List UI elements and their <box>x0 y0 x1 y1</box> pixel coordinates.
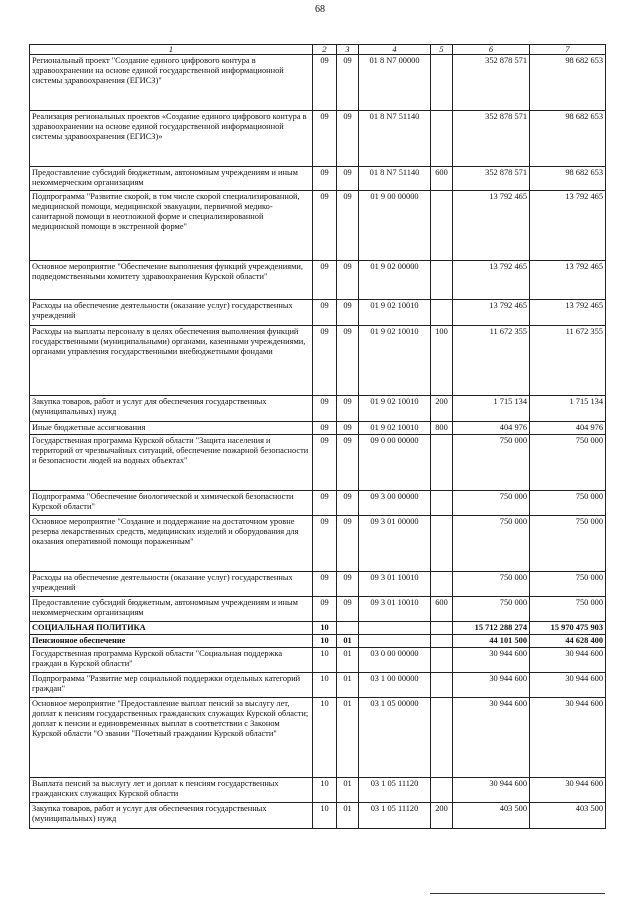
table-row <box>30 572 606 597</box>
column-header: 5 <box>431 45 453 55</box>
row-subsection-code: 09 <box>337 597 359 622</box>
row-amount-year-2: 750 000 <box>530 597 606 622</box>
row-amount-year-1: 750 000 <box>453 516 530 572</box>
row-amount-year-1: 750 000 <box>453 597 530 622</box>
table-row <box>30 422 606 435</box>
row-expense-type-code: 600 <box>431 167 453 191</box>
row-section-code: 09 <box>313 516 337 572</box>
row-target-article-code <box>359 635 431 648</box>
row-amount-year-1: 13 792 465 <box>453 191 530 261</box>
row-amount-year-2: 30 944 600 <box>530 698 606 778</box>
row-subsection-code: 01 <box>337 803 359 829</box>
row-amount-year-2: 750 000 <box>530 435 606 491</box>
table-row <box>30 111 606 167</box>
row-name: Выплата пенсий за выслугу лет и доплат к пенсиям государственных гражданских служащих Курской области <box>30 778 313 803</box>
row-expense-type-code <box>431 191 453 261</box>
row-target-article-code: 03 1 05 11120 <box>359 778 431 803</box>
table-row <box>30 261 606 300</box>
row-target-article-code: 01 8 N7 00000 <box>359 55 431 111</box>
row-amount-year-1: 30 944 600 <box>453 648 530 673</box>
row-name: Закупка товаров, работ и услуг для обеспечения государственных (муниципальных) нужд <box>30 396 313 422</box>
row-expense-type-code <box>431 635 453 648</box>
row-target-article-code: 09 3 01 10010 <box>359 597 431 622</box>
row-expense-type-code <box>431 55 453 111</box>
row-amount-year-2: 750 000 <box>530 491 606 516</box>
row-amount-year-2: 44 628 400 <box>530 635 606 648</box>
row-expense-type-code: 200 <box>431 396 453 422</box>
table-row <box>30 435 606 491</box>
row-subsection-code: 09 <box>337 111 359 167</box>
table-row <box>30 673 606 698</box>
row-section-code: 10 <box>313 803 337 829</box>
row-section-code: 09 <box>313 326 337 396</box>
row-expense-type-code <box>431 261 453 300</box>
row-amount-year-1: 352 878 571 <box>453 55 530 111</box>
row-amount-year-2: 11 672 355 <box>530 326 606 396</box>
row-subsection-code: 09 <box>337 396 359 422</box>
row-amount-year-1: 352 878 571 <box>453 167 530 191</box>
table-row <box>30 698 606 778</box>
row-subsection-code <box>337 622 359 635</box>
row-target-article-code: 01 8 N7 51140 <box>359 111 431 167</box>
row-amount-year-2: 1 715 134 <box>530 396 606 422</box>
row-section-code: 10 <box>313 648 337 673</box>
table-row <box>30 803 606 829</box>
row-expense-type-code: 800 <box>431 422 453 435</box>
row-expense-type-code <box>431 673 453 698</box>
row-target-article-code <box>359 622 431 635</box>
row-amount-year-1: 15 712 288 274 <box>453 622 530 635</box>
row-target-article-code: 01 8 N7 51140 <box>359 167 431 191</box>
row-subsection-code: 09 <box>337 167 359 191</box>
row-subsection-code: 01 <box>337 648 359 673</box>
row-subsection-code: 01 <box>337 673 359 698</box>
table-row <box>30 167 606 191</box>
row-section-code: 09 <box>313 191 337 261</box>
row-subsection-code: 09 <box>337 326 359 396</box>
row-amount-year-2: 403 500 <box>530 803 606 829</box>
row-name: Подпрограмма "Развитие скорой, в том числе скорой специализированной, медицинской помощи, медицинской эвакуации, первичной медико-санитарной помощи в неотложной форме и специализированной медицинской помощи в экстренной форме" <box>30 191 313 261</box>
row-section-code: 10 <box>313 698 337 778</box>
row-name: Основное мероприятие "Создание и поддержание на достаточном уровне резерва лекарственных средств, медицинских изделий и оборудования для оказания оперативной помощи пораженным" <box>30 516 313 572</box>
row-target-article-code: 03 1 05 00000 <box>359 698 431 778</box>
row-name: Основное мероприятие "Обеспечение выполнения функций учреждениями, подведомственными комитету здравоохранения Курской области" <box>30 261 313 300</box>
row-section-code: 09 <box>313 597 337 622</box>
row-name: Государственная программа Курской области "Социальная поддержка граждан в Курской области" <box>30 648 313 673</box>
row-section-code: 09 <box>313 435 337 491</box>
row-amount-year-2: 30 944 600 <box>530 673 606 698</box>
column-header: 3 <box>337 45 359 55</box>
row-section-code: 09 <box>313 300 337 326</box>
row-section-code: 09 <box>313 111 337 167</box>
row-amount-year-1: 750 000 <box>453 572 530 597</box>
row-amount-year-2: 13 792 465 <box>530 261 606 300</box>
row-expense-type-code <box>431 572 453 597</box>
row-subsection-code: 09 <box>337 435 359 491</box>
column-header: 7 <box>530 45 606 55</box>
row-target-article-code: 09 3 00 00000 <box>359 491 431 516</box>
row-amount-year-1: 1 715 134 <box>453 396 530 422</box>
row-amount-year-1: 30 944 600 <box>453 778 530 803</box>
row-amount-year-1: 13 792 465 <box>453 300 530 326</box>
row-subsection-code: 01 <box>337 698 359 778</box>
row-amount-year-2: 98 682 653 <box>530 167 606 191</box>
table-row <box>30 326 606 396</box>
table-row <box>30 491 606 516</box>
row-target-article-code: 01 9 02 00000 <box>359 261 431 300</box>
row-amount-year-2: 30 944 600 <box>530 778 606 803</box>
bottom-rule <box>430 893 605 894</box>
row-expense-type-code <box>431 648 453 673</box>
table-row <box>30 635 606 648</box>
row-amount-year-1: 44 101 500 <box>453 635 530 648</box>
row-amount-year-1: 403 500 <box>453 803 530 829</box>
row-name: СОЦИАЛЬНАЯ ПОЛИТИКА <box>30 622 313 635</box>
row-section-code: 09 <box>313 422 337 435</box>
table-row <box>30 396 606 422</box>
row-section-code: 09 <box>313 55 337 111</box>
row-target-article-code: 01 9 02 10010 <box>359 422 431 435</box>
row-amount-year-2: 750 000 <box>530 516 606 572</box>
row-section-code: 09 <box>313 261 337 300</box>
row-name: Региональный проект "Создание единого цифрового контура в здравоохранении на основе единой государственной информационной системы здравоохранения (ЕГИСЗ)" <box>30 55 313 111</box>
row-name: Реализация региональных проектов «Создание единого цифрового контура в здравоохранении на основе единой государственной информационной системы здравоохранения (ЕГИСЗ)» <box>30 111 313 167</box>
table-header-row <box>30 45 606 55</box>
row-section-code: 09 <box>313 396 337 422</box>
row-amount-year-2: 98 682 653 <box>530 55 606 111</box>
row-amount-year-2: 30 944 600 <box>530 648 606 673</box>
row-name: Предоставление субсидий бюджетным, автономным учреждениям и иным некоммерческим организациям <box>30 167 313 191</box>
row-amount-year-1: 750 000 <box>453 491 530 516</box>
row-amount-year-2: 13 792 465 <box>530 191 606 261</box>
row-expense-type-code <box>431 491 453 516</box>
column-header: 6 <box>453 45 530 55</box>
row-amount-year-1: 404 976 <box>453 422 530 435</box>
row-target-article-code: 01 9 02 10010 <box>359 396 431 422</box>
row-target-article-code: 09 0 00 00000 <box>359 435 431 491</box>
row-target-article-code: 03 0 00 00000 <box>359 648 431 673</box>
row-amount-year-1: 352 878 571 <box>453 111 530 167</box>
row-section-code: 10 <box>313 778 337 803</box>
budget-table <box>29 44 606 829</box>
row-section-code: 10 <box>313 635 337 648</box>
row-amount-year-1: 30 944 600 <box>453 673 530 698</box>
row-name: Расходы на обеспечение деятельности (оказание услуг) государственных учреждений <box>30 300 313 326</box>
row-subsection-code: 09 <box>337 300 359 326</box>
row-amount-year-2: 404 976 <box>530 422 606 435</box>
row-amount-year-1: 13 792 465 <box>453 261 530 300</box>
column-header: 4 <box>359 45 431 55</box>
row-expense-type-code: 100 <box>431 326 453 396</box>
row-section-code: 09 <box>313 167 337 191</box>
table-row <box>30 648 606 673</box>
row-target-article-code: 09 3 01 10010 <box>359 572 431 597</box>
row-amount-year-1: 30 944 600 <box>453 698 530 778</box>
row-name: Основное мероприятие "Предоставление выплат пенсий за выслугу лет, доплат к пенсиям государственных гражданских служащих Курской области; доплат к пенсии и единовременных выплат в соответствии с Законом Курской области "О звании "Почетный гражданин Курской области" <box>30 698 313 778</box>
page-number: 68 <box>315 4 325 15</box>
row-expense-type-code: 200 <box>431 803 453 829</box>
row-subsection-code: 09 <box>337 491 359 516</box>
table-row <box>30 191 606 261</box>
row-subsection-code: 09 <box>337 191 359 261</box>
table-row <box>30 300 606 326</box>
table-row <box>30 778 606 803</box>
row-section-code: 09 <box>313 572 337 597</box>
row-section-code: 09 <box>313 491 337 516</box>
row-name: Предоставление субсидий бюджетным, автономным учреждениям и иным некоммерческим организациям <box>30 597 313 622</box>
row-name: Государственная программа Курской области "Защита населения и территорий от чрезвычайных ситуаций, обеспечение пожарной безопасности и безопасности людей на водных объектах" <box>30 435 313 491</box>
row-name: Закупка товаров, работ и услуг для обеспечения государственных (муниципальных) нужд <box>30 803 313 829</box>
row-expense-type-code <box>431 435 453 491</box>
row-name: Подпрограмма "Развитие мер социальной поддержки отдельных категорий граждан" <box>30 673 313 698</box>
row-name: Пенсионное обеспечение <box>30 635 313 648</box>
row-name: Иные бюджетные ассигнования <box>30 422 313 435</box>
row-target-article-code: 09 3 01 00000 <box>359 516 431 572</box>
row-expense-type-code: 600 <box>431 597 453 622</box>
row-expense-type-code <box>431 622 453 635</box>
row-subsection-code: 01 <box>337 778 359 803</box>
row-subsection-code: 09 <box>337 261 359 300</box>
column-header: 1 <box>30 45 313 55</box>
row-expense-type-code <box>431 111 453 167</box>
row-section-code: 10 <box>313 622 337 635</box>
row-subsection-code: 09 <box>337 55 359 111</box>
row-name: Расходы на выплаты персоналу в целях обеспечения выполнения функций государственными (муниципальными) органами, казенными учреждениями, органами управления государственными внебюджетными фондами <box>30 326 313 396</box>
table-row <box>30 622 606 635</box>
row-amount-year-1: 11 672 355 <box>453 326 530 396</box>
row-subsection-code: 09 <box>337 516 359 572</box>
row-amount-year-2: 15 970 475 903 <box>530 622 606 635</box>
row-name: Расходы на обеспечение деятельности (оказание услуг) государственных учреждений <box>30 572 313 597</box>
row-expense-type-code <box>431 698 453 778</box>
column-header: 2 <box>313 45 337 55</box>
row-amount-year-2: 98 682 653 <box>530 111 606 167</box>
row-amount-year-2: 750 000 <box>530 572 606 597</box>
row-target-article-code: 01 9 00 00000 <box>359 191 431 261</box>
row-target-article-code: 03 1 00 00000 <box>359 673 431 698</box>
row-expense-type-code <box>431 300 453 326</box>
row-name: Подпрограмма "Обеспечение биологической и химической безопасности Курской области" <box>30 491 313 516</box>
table-row <box>30 516 606 572</box>
row-target-article-code: 01 9 02 10010 <box>359 326 431 396</box>
row-expense-type-code <box>431 516 453 572</box>
row-subsection-code: 09 <box>337 422 359 435</box>
row-section-code: 10 <box>313 673 337 698</box>
row-subsection-code: 09 <box>337 572 359 597</box>
row-subsection-code: 01 <box>337 635 359 648</box>
row-amount-year-1: 750 000 <box>453 435 530 491</box>
table-row <box>30 597 606 622</box>
row-target-article-code: 03 1 05 11120 <box>359 803 431 829</box>
row-amount-year-2: 13 792 465 <box>530 300 606 326</box>
table-row <box>30 55 606 111</box>
row-expense-type-code <box>431 778 453 803</box>
row-target-article-code: 01 9 02 10010 <box>359 300 431 326</box>
